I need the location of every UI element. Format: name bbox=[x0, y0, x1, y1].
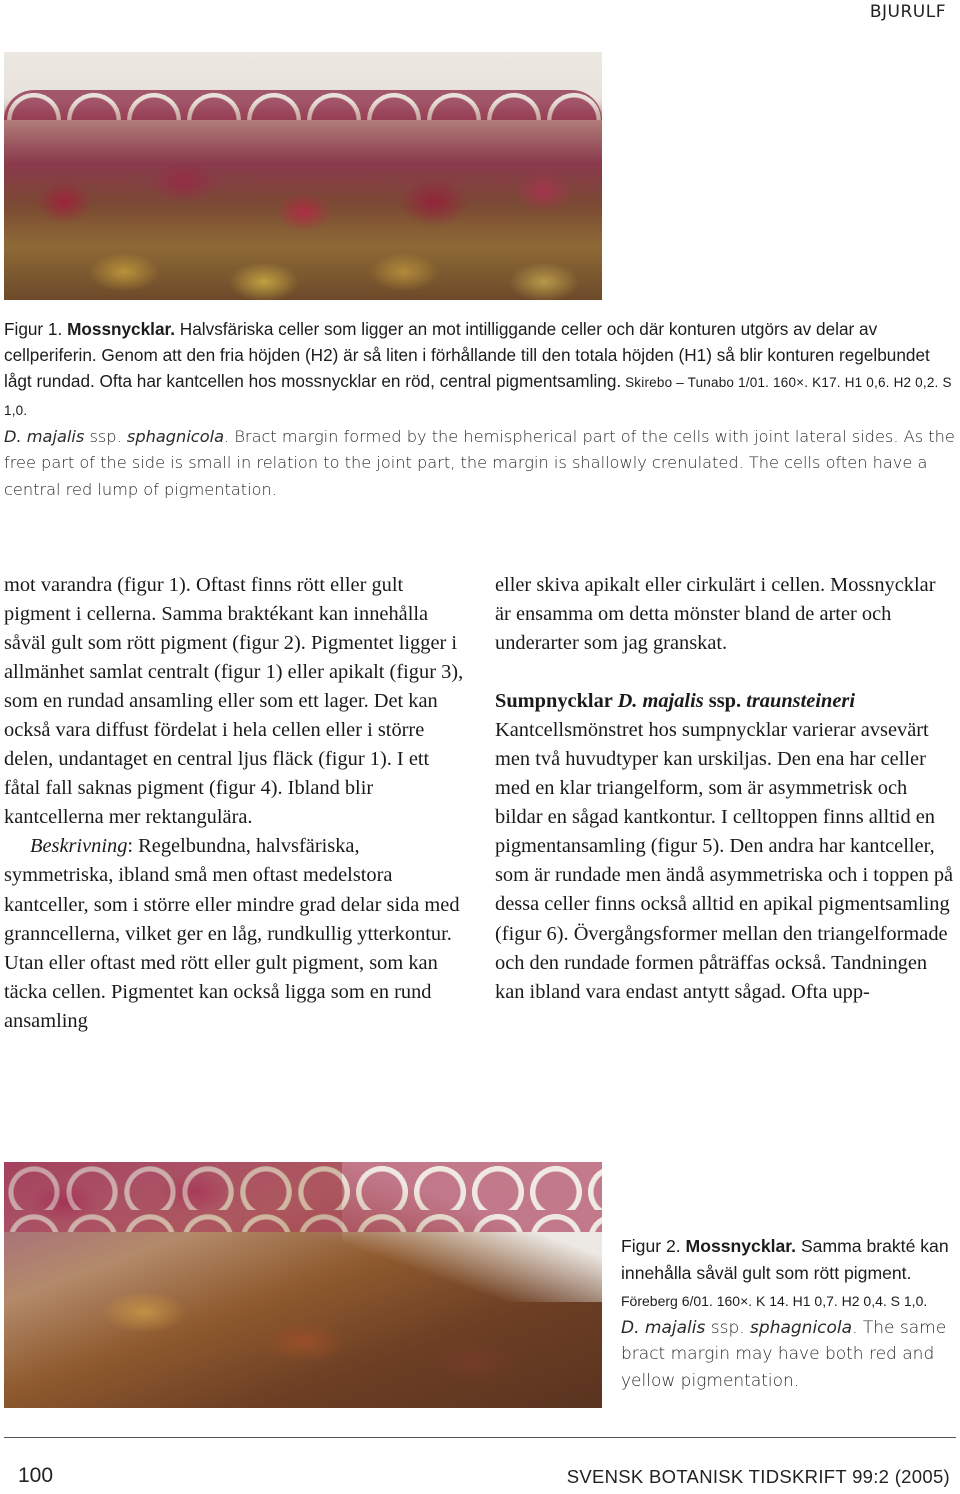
subheading-genus: D. majalis bbox=[617, 690, 704, 713]
caption-swedish-text: Samma brakté kan innehålla såväl gult som rött pigment. bbox=[621, 1236, 949, 1283]
figure-1-caption-en bbox=[4, 424, 956, 503]
subheading-epithet: traunsteineri bbox=[746, 690, 855, 713]
caption-label: Figur 1. bbox=[4, 319, 63, 339]
taxon-genus: D. majalis bbox=[4, 427, 85, 446]
taxon-genus: D. majalis bbox=[621, 1317, 706, 1338]
caption-english-text: . Bract margin formed by the hemispherical part of the cells with joint lateral sides. As the free part of the side is small in relation to the joint part, the margin is shallowly crenulated. The cells often have a central red lump of pigmentation. bbox=[4, 427, 955, 499]
body-column-left bbox=[4, 571, 466, 1036]
caption-title: Mossnycklar. bbox=[685, 1236, 797, 1256]
taxon-epithet: sphagnicola bbox=[750, 1317, 853, 1338]
figure-1-caption bbox=[4, 316, 956, 503]
bract-margin-cells bbox=[4, 90, 602, 120]
taxon-rank: ssp. bbox=[705, 1317, 751, 1338]
body-paragraph: mot varandra (figur 1). Oftast finns rött eller gult pigment i cellerna. Samma braktékant kan innehålla såväl gult som rött pigment (figur 2). Pigmentet ligger i allmänhet samlat centralt (figur 1) eller apikalt (figur 3), som en rundad ansamling eller som ett lager. Det kan också vara diffust fördelat i hela cellen eller i större delen, undantaget en central ljus fläck (figur 1). I ett fåtal fall saknas pigment (figur 4). Ibland blir kantcellerna mer rektangulära. bbox=[4, 574, 464, 829]
caption-english-text: . The same bract margin may have both red and yellow pigmentation. bbox=[621, 1317, 947, 1391]
subheading-rank: ssp. bbox=[703, 690, 747, 713]
taxon-rank: ssp. bbox=[84, 427, 127, 446]
figure-2-micrograph bbox=[4, 1162, 602, 1408]
figure-2-caption-en bbox=[621, 1315, 956, 1395]
body-column-right bbox=[495, 571, 955, 1007]
figure-1-caption-sv bbox=[4, 316, 956, 424]
page-number: 100 bbox=[18, 1464, 54, 1487]
footer-rule bbox=[4, 1437, 956, 1438]
caption-label: Figur 2. bbox=[621, 1236, 681, 1256]
caption-title: Mossnycklar. bbox=[67, 319, 176, 339]
paragraph-spacer bbox=[495, 658, 955, 687]
figure-1-micrograph bbox=[4, 52, 602, 300]
figure-2-caption bbox=[621, 1233, 956, 1394]
description-term: Beskrivning bbox=[30, 835, 128, 858]
bract-margin-cells bbox=[4, 1162, 602, 1232]
body-paragraph: Kantcellsmönstret hos sumpnycklar varierar avsevärt men två huvudtyper kan urskiljas. Den ena har celler med en klar triangelform, som är asymmetrisk och bildar en sågad kantkontur. I celltoppen finns alltid en pigmentansamling (figur 5). Den andra har kantceller, som är rundade men ändå asymmetriska och i toppen på dessa celler finns också alltid en apikal pigmentsamling (figur 6). Övergångsformer mellan den triangelformade och den rundade formen påträffas också. Tandningen kan ibland vara endast antytt sågad. Ofta upp- bbox=[495, 719, 954, 1003]
subheading-text: Sumpnycklar bbox=[495, 690, 618, 713]
figure-2-caption-sv bbox=[621, 1233, 956, 1315]
description-text: : Regelbundna, halvsfäriska, symmetriska, ibland små men oftast medelstora kantceller, som i större eller mindre grad delar sida med granncellerna, vilket ger en låg, rundkullig ytterkontur. Utan eller oftast med rött eller gult pigment, som kan täcka cellen. Pigmentet kan också ligga som en rund ansamling bbox=[4, 835, 460, 1032]
caption-swedish-text: Halvsfäriska celler som ligger an mot intilliggande celler och där konturen utgörs av delar av cellperiferin. Genom att den fria höjden (H2) är så liten i förhållande till den totala höjden (H1) så blir konturen regelbundet lågt rundad. Ofta har kantcellen hos mossnycklar en röd, central pigmentsamling. bbox=[4, 319, 930, 391]
taxon-epithet: sphagnicola bbox=[126, 427, 225, 446]
section-subheading bbox=[495, 687, 955, 716]
body-paragraph: eller skiva apikalt eller cirkulärt i cellen. Mossnycklar är ensamma om detta mönster bland de arter och underarter som jag granskat. bbox=[495, 574, 936, 655]
caption-meta: Föreberg 6/01. 160×. K 14. H1 0,7. H2 0,4. S 1,0. bbox=[621, 1293, 928, 1309]
body-paragraph-description bbox=[4, 832, 466, 1035]
running-head: BJURULF bbox=[869, 2, 946, 22]
journal-name: SVENSK BOTANISK TIDSKRIFT 99:2 (2005) bbox=[566, 1466, 950, 1487]
caption-meta: Skirebo – Tunabo 1/01. 160×. K17. H1 0,6. H2 0,2. S 1,0. bbox=[4, 375, 952, 418]
